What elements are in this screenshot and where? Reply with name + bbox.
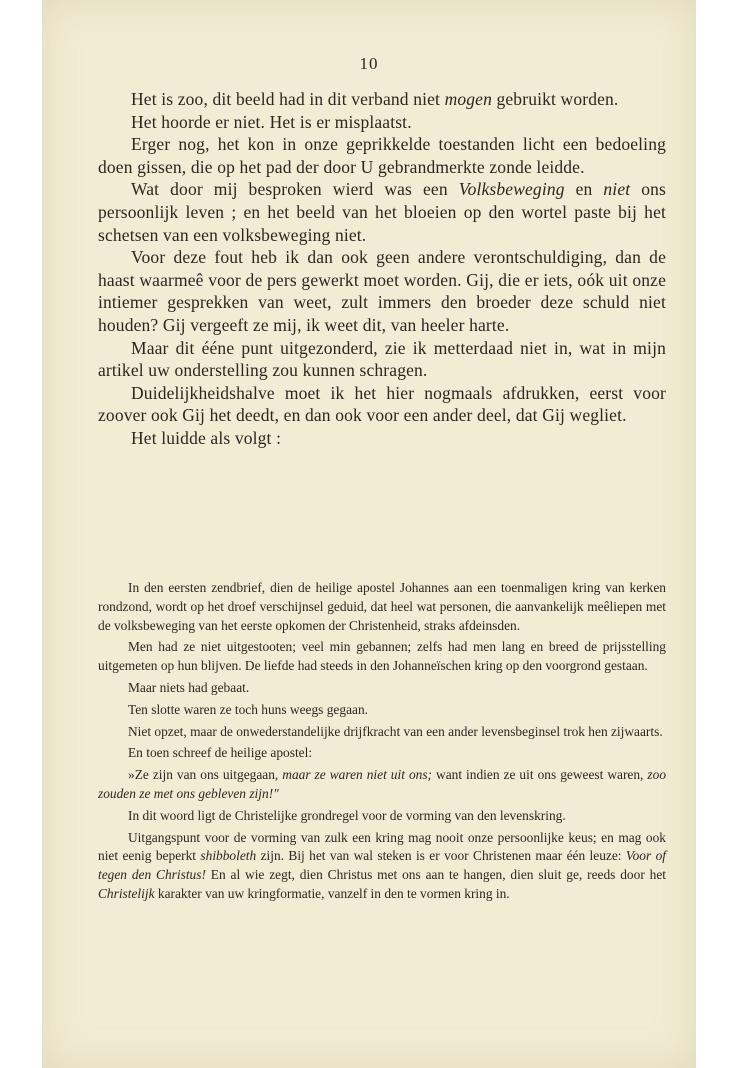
body-paragraph (98, 382, 666, 427)
italic-text: shibboleth (200, 848, 257, 864)
quote-paragraph (98, 723, 666, 742)
italic-text: mogen (444, 89, 492, 109)
text-run: Wat door mij besproken wierd was een (131, 179, 459, 200)
italic-text: zoo zouden ze met ons gebleven zijn!" (98, 767, 667, 801)
text-run: Het is zoo, dit beeld had in dit verband niet (131, 89, 445, 109)
body-paragraph (98, 178, 666, 246)
quote-paragraph (98, 701, 666, 720)
body-paragraph (98, 427, 666, 450)
italic-text: Christelijk (98, 885, 155, 901)
italic-text: niet (603, 179, 631, 200)
text-run: Maar niets had gebaat. (128, 679, 250, 695)
text-run: ons persoonlijk leven ; en het beeld van het bloeien op den wortel paste bij het schetsen van een volksbeweging niet. (98, 179, 666, 245)
main-text (98, 88, 666, 450)
text-run: »Ze zijn van ons uitgegaan, (128, 767, 283, 783)
quote-paragraph (98, 679, 666, 698)
body-paragraph (98, 133, 666, 178)
quote-paragraph (98, 807, 666, 826)
text-run: In den eersten zendbrief, dien de heilige apostel Johannes aan een toenmaligen kring van kerken rondzond, wordt op het droef verschijnsel geduid, dat heel wat personen, die aanvankelijk meêliepen met de volksbeweging van het eerste opkomen der Christenheid, straks afdeinsden. (98, 580, 666, 633)
body-paragraph (98, 111, 666, 134)
quote-paragraph (98, 638, 666, 676)
book-page (42, 0, 696, 1068)
quote-paragraph (98, 766, 666, 804)
quote-paragraph (98, 579, 666, 635)
text-run: Het hoorde er niet. Het is er misplaatst. (131, 111, 412, 132)
text-run: Maar dit éénе punt uitgezonderd, zie ik metterdaad niet in, wat in mijn artikel uw onderstelling zou kunnen schragen. (98, 337, 666, 381)
quoted-passage (98, 576, 666, 904)
text-run: En toen schreef de heilige apostel: (128, 745, 313, 761)
body-paragraph (98, 337, 666, 382)
quote-paragraph (98, 829, 666, 904)
text-run: Erger nog, het kon in onze geprikkelde toestanden licht een bedoeling doen gissen, die op het pad der door U gebrandmerkte zonde leidde. (98, 134, 666, 177)
text-run: Duidelijkheidshalve moet ik het hier nogmaals afdrukken, eerst voor zoover ook Gij het deedt, en dan ook voor een ander deel, dat Gij wegliet. (98, 382, 666, 426)
text-run: karakter van uw kringformatie, vanzelf in den te vormen kring in. (154, 885, 510, 901)
text-run: Het luidde als volgt : (131, 427, 282, 448)
text-run: en (564, 179, 604, 200)
italic-text: maar ze waren niet uit ons; (282, 767, 433, 783)
quote-paragraph (98, 744, 666, 763)
text-run: In dit woord ligt de Christelijke grondregel voor de vorming van den levenskring. (128, 807, 566, 823)
text-run: Niet opzet, maar de onwederstandelijke drijfkracht van een ander levensbeginsel trok hen zijwaarts. (128, 723, 663, 739)
text-run: want indien ze uit ons geweest waren, (432, 767, 648, 783)
text-run: Uitgangspunt voor de vorming van zulk een kring mag nooit onze persoonlijke keus; en mag ook niet eenig beperkt (98, 829, 666, 864)
italic-text: Volksbeweging (458, 179, 565, 200)
text-run: zijn. Bij het van wal steken is er voor Christenen maar één leuze: (256, 848, 626, 864)
page-number: 10 (359, 54, 379, 73)
body-paragraph (98, 88, 666, 111)
body-paragraph (98, 246, 666, 336)
text-run: Men had ze niet uitgestooten; veel min gebannen; zelfs had men lang en breed de prijsstelling uitgemeten op hun blijven. De liefde had steeds in den Johanneïschen kring op den voorgrond gestaan. (98, 639, 666, 674)
text-run: Voor deze fout heb ik dan ook geen andere verontschuldiging, dan de haast waarmeê voor de pers gewerkt moet worden. Gij, die er iets, oók uit onze intiemer gesprekken van weet, zult immers den broeder deze schuld niet houden? Gij vergeeft ze mij, ik weet dit, van heeler harte. (98, 247, 666, 335)
italic-text: Voor of tegen den Christus! (98, 848, 667, 883)
text-run: En al wie zegt, dien Christus met ons aan te hangen, dien sluit ge, reeds door het (205, 867, 666, 883)
text-run: Ten slotte waren ze toch huns weegs gegaan. (128, 701, 369, 717)
text-run: gebruikt worden. (491, 89, 619, 109)
